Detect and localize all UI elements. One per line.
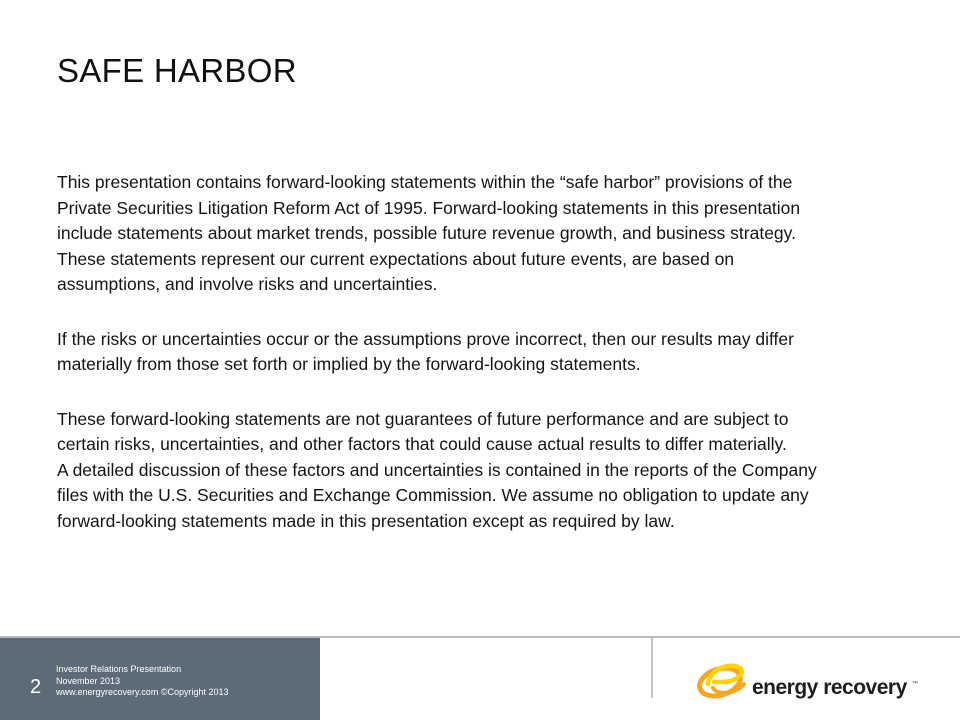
footer-presentation-title: Investor Relations Presentation <box>56 664 182 674</box>
footer-website-copyright: www.energyrecovery.com ©Copyright 2013 <box>56 687 229 697</box>
text-line: files with the U.S. Securities and Exchange Commission. We assume no obligation to update any <box>57 485 809 505</box>
logo-trademark: ™ <box>912 681 918 687</box>
text-line: If the risks or uncertainties occur or the assumptions prove incorrect, then our results may differ <box>57 328 794 349</box>
text-line: include statements about market trends, possible future revenue growth, and business strategy. <box>57 223 796 243</box>
text-line: materially from those set forth or implied by the forward-looking statements. <box>57 354 641 374</box>
paragraph-safe-harbor-intro <box>57 170 917 298</box>
paragraph-risks <box>57 327 917 378</box>
text-line: A detailed discussion of these factors and uncertainties is contained in the reports of the Company <box>57 459 817 480</box>
text-line: These statements represent our current expectations about future events, are based on <box>57 248 735 269</box>
slide-body <box>57 170 917 563</box>
energy-recovery-swirl-logo-icon <box>696 654 756 702</box>
text-line: This presentation contains forward-looking statements within the “safe harbor” provisions of the <box>57 172 793 192</box>
logo-wordmark: energy recovery <box>752 676 907 699</box>
text-line: forward-looking statements made in this presentation except as required by law. <box>57 510 675 531</box>
slide-title: SAFE HARBOR <box>57 52 297 89</box>
footer-divider <box>651 638 653 698</box>
company-logo <box>696 654 936 704</box>
footer-info <box>56 664 229 699</box>
paragraph-no-guarantees <box>57 407 917 535</box>
text-line: assumptions, and involve risks and uncertainties. <box>57 274 438 294</box>
text-line: Private Securities Litigation Reform Act of 1995. Forward-looking statements in this presentation <box>57 197 801 218</box>
footer-date: November 2013 <box>56 675 121 686</box>
page-number: 2 <box>30 676 42 698</box>
text-line: These forward-looking statements are not guarantees of future performance and are subject to <box>57 408 789 429</box>
text-line: certain risks, uncertainties, and other factors that could cause actual results to differ materially. <box>57 434 787 454</box>
